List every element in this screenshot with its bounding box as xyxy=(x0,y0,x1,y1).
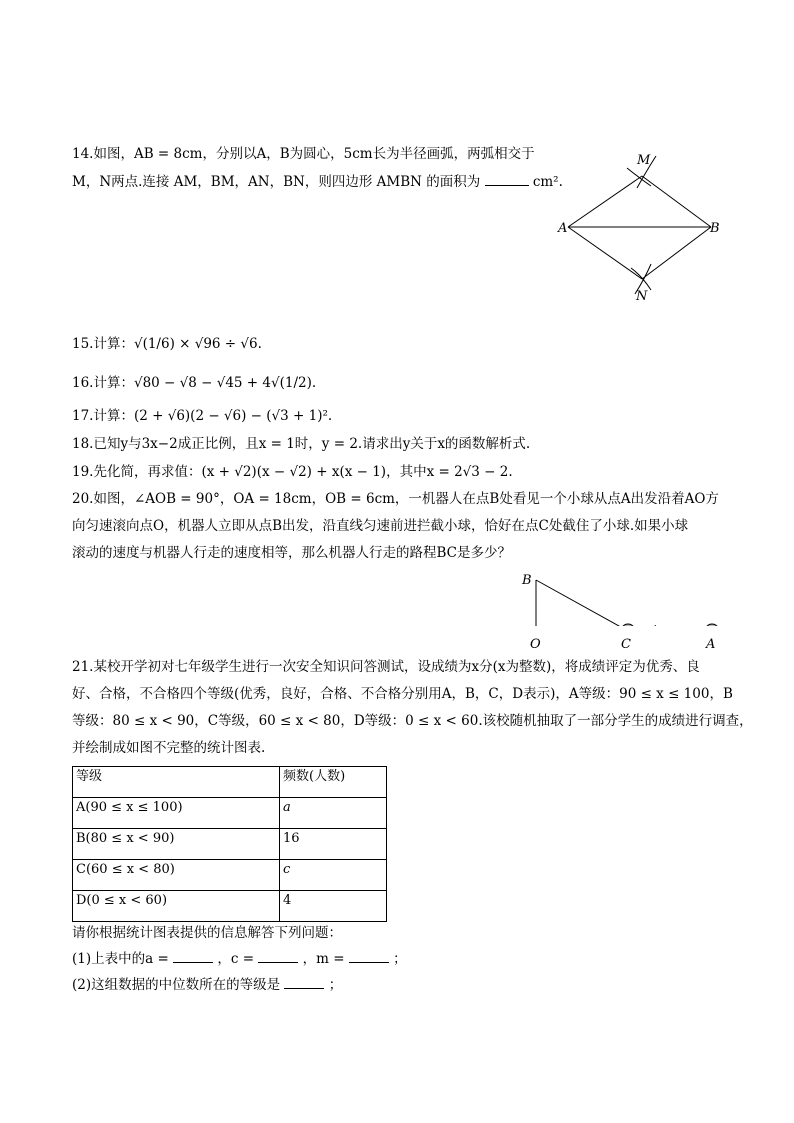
q14-line2-text: M，N两点.连接 AM，BM，AN，BN，则四边形 AMBN 的面积为 xyxy=(72,174,481,190)
q21-intro: 请你根据统计图表提供的信息解答下列问题： xyxy=(72,925,342,941)
label-o: O xyxy=(530,637,541,652)
q14-answer-blank[interactable] xyxy=(485,171,529,186)
q21-part2-end: ； xyxy=(328,977,343,993)
q21-line1: 21.某校开学初对七年级学生进行一次安全知识问答测试，设成绩为x分(x为整数)，将成绩评定为优秀、良 xyxy=(72,659,700,675)
q20-line2: 向匀速滚向点O，机器人立即从点B出发，沿直线匀速前进拦截小球，恰好在点C处截住了小球.如果小球 xyxy=(72,518,689,534)
q19-text: 19.先化简，再求值：(x + √2)(x − √2) + x(x − 1)，其中x = 2√3 − 2. xyxy=(72,464,513,480)
q14-line1: 14.如图，AB = 8cm，分别以A，B为圆心，5cm长为半径画弧，两弧相交于 xyxy=(72,146,535,162)
table-cell-frequency: c xyxy=(280,860,387,891)
q18-text: 18.已知y与3x−2成正比例，且x = 1时，y = 2.请求出y关于x的函数解析式. xyxy=(72,436,531,452)
table-header-row xyxy=(73,767,387,798)
table-cell-frequency: a xyxy=(280,798,387,829)
segment-na xyxy=(568,227,642,279)
table-cell-grade: A(90 ≤ x ≤ 100) xyxy=(73,798,280,829)
segment-mb xyxy=(642,176,711,227)
blank-a[interactable] xyxy=(173,948,213,963)
q21-line2: 好、合格，不合格四个等级(优秀，良好，合格、不合格分别用A，B，C，D表示)，A等级：90 ≤ x ≤ 100，B xyxy=(72,686,733,702)
table-header-frequency: 频数(人数) xyxy=(280,767,387,798)
q17-text: 17.计算：(2 + √6)(2 − √6) − (√3 + 1)². xyxy=(72,408,333,424)
q20-line1: 20.如图，∠AOB = 90°，OA = 18cm，OB = 6cm，一机器人在点B处看见一个小球从点A出发沿着AO方 xyxy=(72,491,719,507)
q16-text: 16.计算：√80 − √8 − √45 + 4√(1/2). xyxy=(72,375,317,391)
q21-part1-end: ； xyxy=(393,951,407,967)
table-cell-grade: B(80 ≤ x < 90) xyxy=(73,829,280,860)
table-header-grade: 等级 xyxy=(73,767,280,798)
q21-part1 xyxy=(72,948,407,970)
segment-bc xyxy=(536,580,628,626)
label-b: B xyxy=(522,573,532,588)
q21-part1-label-a: (1)上表中的a = xyxy=(72,951,169,967)
segment-bn xyxy=(642,227,711,279)
q21-part1-label-m: ，m = xyxy=(302,951,345,967)
q14-line2-unit: cm². xyxy=(532,174,563,190)
table-cell-grade: C(60 ≤ x < 80) xyxy=(73,860,280,891)
label-b: B xyxy=(710,221,720,236)
q21-part2-label: (2)这组数据的中位数所在的等级是 xyxy=(72,977,281,993)
q21-part2 xyxy=(72,974,342,996)
label-a: A xyxy=(558,221,568,236)
blank-c[interactable] xyxy=(258,948,298,963)
label-c: C xyxy=(621,637,631,652)
figure-robot-ball-labels xyxy=(518,626,728,654)
table-cell-grade: D(0 ≤ x < 60) xyxy=(73,891,280,922)
segment-am xyxy=(568,176,642,227)
table-row xyxy=(73,891,387,922)
table-row xyxy=(73,798,387,829)
table-cell-frequency: 4 xyxy=(280,891,387,922)
table-row xyxy=(73,829,387,860)
q21-line4: 并绘制成如图不完整的统计图表. xyxy=(72,740,266,756)
q15-text: 15.计算：√(1/6) × √96 ÷ √6. xyxy=(72,336,262,352)
grade-frequency-table xyxy=(72,766,387,922)
label-m: M xyxy=(637,153,651,168)
label-a: A xyxy=(706,637,716,652)
figure-rhombus-amben xyxy=(555,148,725,304)
blank-m[interactable] xyxy=(349,948,389,963)
figure-robot-ball xyxy=(518,570,728,626)
label-n: N xyxy=(636,289,648,304)
q14-line2 xyxy=(72,171,563,193)
q21-part1-label-c: ，c = xyxy=(217,951,255,967)
q20-line3: 滚动的速度与机器人行走的速度相等，那么机器人行走的路程BC是多少？ xyxy=(72,545,511,561)
table-cell-frequency: 16 xyxy=(280,829,387,860)
blank-median-grade[interactable] xyxy=(284,974,324,989)
table-row xyxy=(73,860,387,891)
q21-line3: 等级：80 ≤ x < 90，C等级，60 ≤ x < 80，D等级：0 ≤ x < 60.该校随机抽取了一部分学生的成绩进行调查， xyxy=(72,713,753,729)
